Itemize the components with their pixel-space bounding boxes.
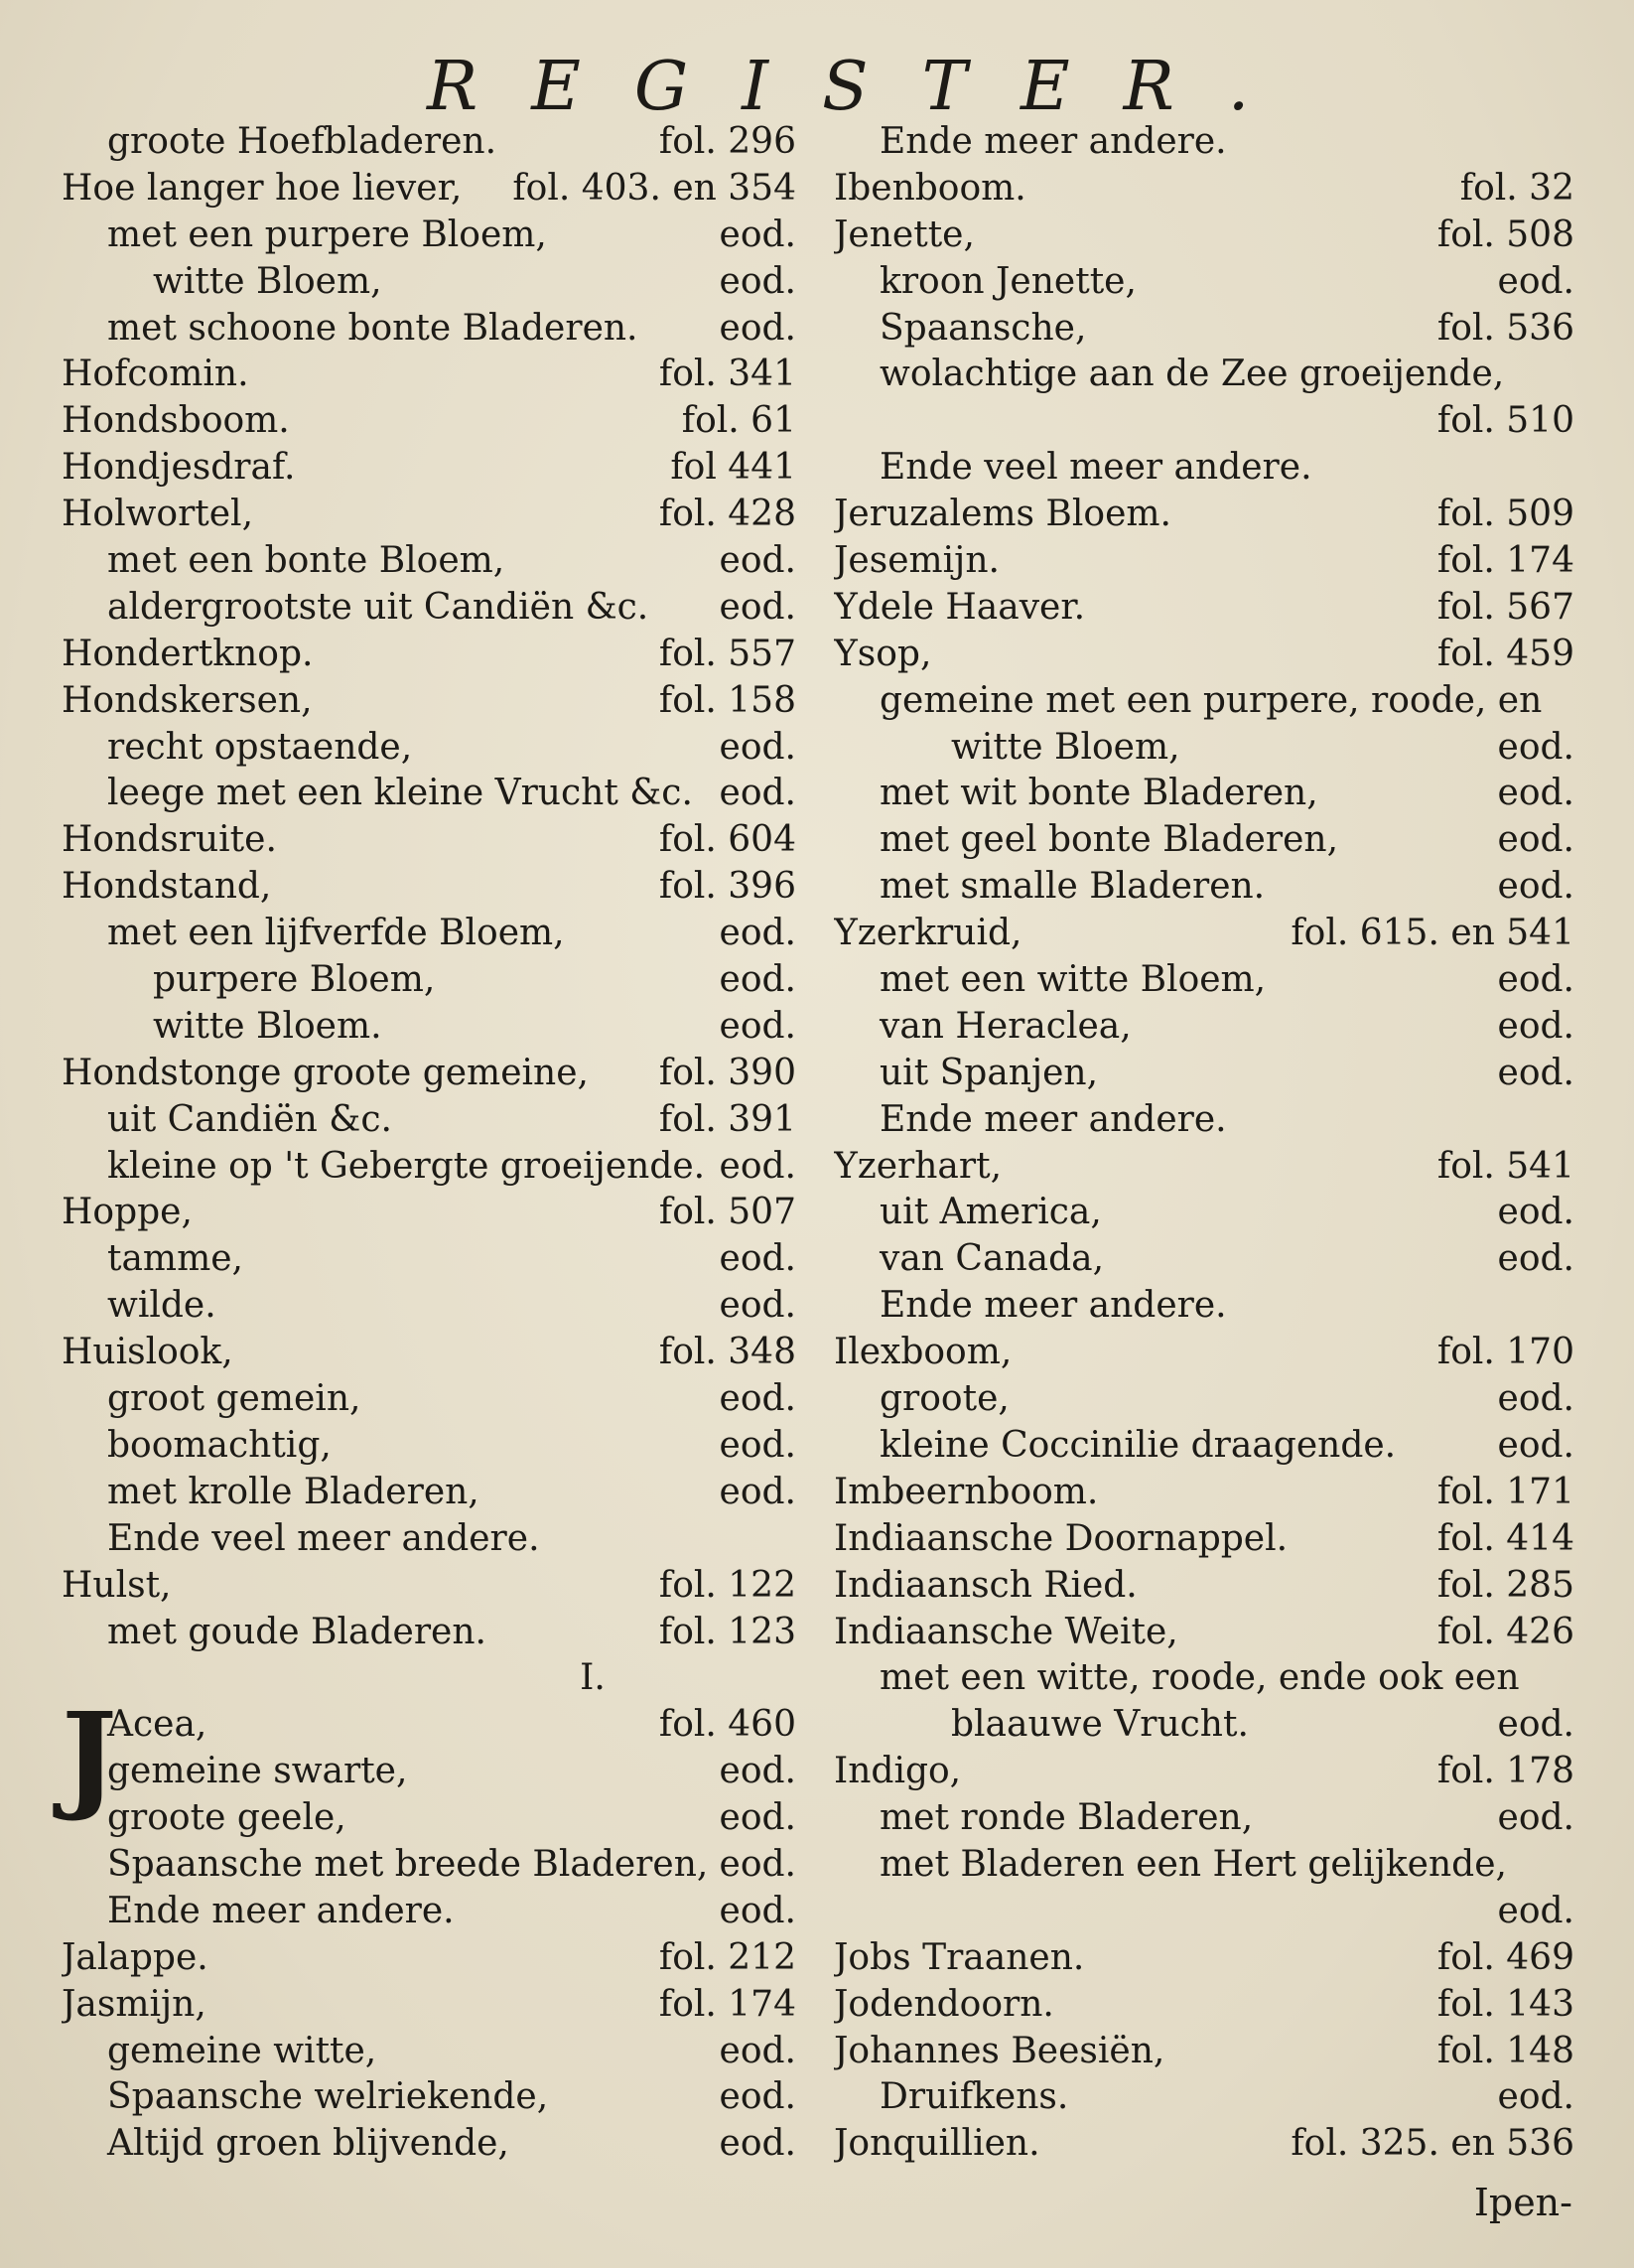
register-entry bbox=[834, 492, 1574, 538]
entry-folio: fol. 507 bbox=[658, 1192, 796, 1233]
register-entry bbox=[834, 1889, 1574, 1935]
register-entry bbox=[62, 678, 796, 725]
entry-folio: fol. 469 bbox=[1436, 1936, 1574, 1978]
register-entry bbox=[834, 771, 1574, 817]
page-title: REGISTER. bbox=[427, 48, 1303, 126]
entry-text: boomachtig, bbox=[107, 1424, 332, 1466]
register-entry bbox=[834, 1097, 1574, 1144]
entry-text: Spaansche welriekende, bbox=[107, 2076, 549, 2118]
register-entry bbox=[834, 678, 1574, 725]
entry-text: met goude Bladeren. bbox=[107, 1611, 486, 1652]
entry-text: kleine Coccinilie draagende. bbox=[880, 1424, 1397, 1466]
entry-text: wilde. bbox=[107, 1285, 216, 1327]
entry-text: leege met een kleine Vrucht &c. bbox=[107, 773, 693, 814]
register-entry bbox=[62, 352, 796, 398]
entry-folio: fol. 178 bbox=[1436, 1751, 1574, 1792]
register-entry bbox=[834, 817, 1574, 864]
entry-folio: eod. bbox=[719, 959, 796, 1001]
entry-folio: fol. 170 bbox=[1436, 1332, 1574, 1373]
entry-folio: eod. bbox=[1497, 1704, 1574, 1746]
register-entry bbox=[62, 817, 796, 864]
register-entry bbox=[62, 725, 796, 772]
initial-letter: J bbox=[62, 1686, 117, 1825]
entry-text: Hondstonge groote gemeine, bbox=[62, 1052, 589, 1093]
register-entry bbox=[834, 1470, 1574, 1516]
register-entry bbox=[834, 1655, 1574, 1702]
entry-text: met wit bonte Bladeren, bbox=[880, 773, 1318, 814]
entry-folio: eod. bbox=[719, 2123, 796, 2165]
entry-folio: fol. 428 bbox=[658, 494, 796, 535]
register-entry bbox=[62, 1423, 796, 1470]
entry-folio: eod. bbox=[719, 2030, 796, 2071]
entry-folio: eod. bbox=[719, 1797, 796, 1839]
register-entry bbox=[62, 306, 796, 353]
entry-text: met geel bonte Bladeren, bbox=[880, 819, 1339, 861]
register-entry bbox=[834, 1330, 1574, 1376]
entry-text: Hondstand, bbox=[62, 866, 272, 908]
entry-text: Ibenboom. bbox=[834, 167, 1026, 209]
entry-text: tamme, bbox=[107, 1238, 243, 1280]
entry-text: Jasmijn, bbox=[62, 1983, 206, 2025]
entry-text: witte Bloem. bbox=[153, 1005, 382, 1047]
entry-text: met schoone bonte Bladeren. bbox=[107, 307, 638, 349]
entry-folio: eod. bbox=[1497, 1005, 1574, 1047]
register-entry bbox=[62, 1610, 796, 1656]
entry-folio: eod. bbox=[1497, 726, 1574, 768]
entry-text: van Heraclea, bbox=[880, 1005, 1132, 1047]
entry-folio: fol. 61 bbox=[681, 400, 796, 442]
entry-folio: fol. 212 bbox=[658, 1936, 796, 1978]
entry-folio: eod. bbox=[719, 913, 796, 954]
entry-folio: eod. bbox=[1497, 1890, 1574, 1931]
entry-folio: eod. bbox=[719, 307, 796, 349]
entry-folio: fol. 396 bbox=[658, 866, 796, 908]
entry-folio: eod. bbox=[1497, 1797, 1574, 1839]
left-column bbox=[62, 119, 796, 2168]
entry-folio: eod. bbox=[1497, 819, 1574, 861]
entry-text: van Canada, bbox=[880, 1238, 1105, 1280]
entry-folio: eod. bbox=[1497, 1192, 1574, 1233]
entry-text: Altijd groen blijvende, bbox=[107, 2123, 509, 2165]
entry-folio: eod. bbox=[1497, 2076, 1574, 2118]
entry-text: Ende meer andere. bbox=[107, 1890, 455, 1931]
entry-folio: fol. 567 bbox=[1436, 586, 1574, 628]
entry-text: Ende meer andere. bbox=[880, 121, 1227, 162]
register-entry bbox=[834, 166, 1574, 213]
right-column bbox=[834, 119, 1574, 2168]
register-entry bbox=[62, 2121, 796, 2168]
register-entry bbox=[62, 119, 796, 166]
entry-text: Ende veel meer andere. bbox=[880, 447, 1312, 489]
register-entry bbox=[62, 1842, 796, 1889]
entry-folio: eod. bbox=[719, 1238, 796, 1280]
entry-folio: fol. 325. en 536 bbox=[1291, 2123, 1574, 2165]
entry-folio: eod. bbox=[1497, 773, 1574, 814]
register-entry bbox=[834, 1376, 1574, 1423]
entry-text: Indigo, bbox=[834, 1751, 962, 1792]
entry-text: I. bbox=[580, 1657, 606, 1699]
register-entry bbox=[62, 1004, 796, 1051]
entry-folio: fol. 426 bbox=[1436, 1611, 1574, 1652]
entry-text: wolachtige aan de Zee groeijende, bbox=[880, 354, 1505, 395]
entry-text: Hoe langer hoe liever, bbox=[62, 167, 463, 209]
entry-text: Hoppe, bbox=[62, 1192, 193, 1233]
register-entry bbox=[62, 771, 796, 817]
entry-text: gemeine witte, bbox=[107, 2030, 377, 2071]
entry-folio: fol. 296 bbox=[658, 121, 796, 162]
entry-folio: fol. 391 bbox=[658, 1098, 796, 1140]
register-entry bbox=[834, 585, 1574, 632]
register-entry bbox=[834, 538, 1574, 585]
register-entry bbox=[834, 2121, 1574, 2168]
entry-folio: eod. bbox=[1497, 1052, 1574, 1093]
entry-text: Johannes Beesiën, bbox=[834, 2030, 1165, 2071]
register-entry bbox=[62, 1889, 796, 1935]
entry-text: blaauwe Vrucht. bbox=[951, 1704, 1249, 1746]
register-entry bbox=[834, 864, 1574, 911]
entry-folio: fol. 341 bbox=[658, 354, 796, 395]
register-entry bbox=[62, 538, 796, 585]
register-entry bbox=[62, 445, 796, 492]
entry-text: purpere Bloem, bbox=[153, 959, 436, 1001]
register-entry bbox=[834, 119, 1574, 166]
register-entry bbox=[834, 1516, 1574, 1563]
register-entry bbox=[62, 1144, 796, 1191]
entry-text: Huislook, bbox=[62, 1332, 233, 1373]
entry-text: Spaansche met breede Bladeren, bbox=[107, 1843, 709, 1885]
register-entry bbox=[834, 1563, 1574, 1610]
entry-folio: fol. 604 bbox=[658, 819, 796, 861]
entry-folio: eod. bbox=[719, 1005, 796, 1047]
register-entry bbox=[62, 585, 796, 632]
register-entry bbox=[62, 166, 796, 213]
entry-text: Hondertknop. bbox=[62, 633, 314, 674]
entry-text: witte Bloem, bbox=[951, 726, 1180, 768]
entry-folio: eod. bbox=[719, 1890, 796, 1931]
entry-text: met smalle Bladeren. bbox=[880, 866, 1266, 908]
entry-text: Ydele Haaver. bbox=[834, 586, 1086, 628]
entry-text: gemeine met een purpere, roode, en bbox=[880, 679, 1543, 721]
entry-folio: fol. 390 bbox=[658, 1052, 796, 1093]
register-entry bbox=[834, 1702, 1574, 1749]
register-entry bbox=[834, 1842, 1574, 1889]
register-entry bbox=[62, 1935, 796, 1982]
entry-text: Hulst, bbox=[62, 1564, 172, 1606]
entry-text: met een bonte Bloem, bbox=[107, 540, 505, 582]
entry-text: Indiaansche Doornappel. bbox=[834, 1517, 1289, 1559]
register-entry bbox=[62, 1283, 796, 1330]
entry-text: aldergrootste uit Candiën &c. bbox=[107, 586, 649, 628]
entry-text: Imbeernboom. bbox=[834, 1471, 1099, 1512]
entry-text: met een witte Bloem, bbox=[880, 959, 1267, 1001]
entry-folio: eod. bbox=[719, 773, 796, 814]
register-entry bbox=[62, 1982, 796, 2029]
register-entry bbox=[62, 957, 796, 1004]
entry-text: kroon Jenette, bbox=[880, 260, 1137, 302]
entry-text: Holwortel, bbox=[62, 494, 254, 535]
entry-text: groote, bbox=[880, 1378, 1010, 1420]
entry-folio: eod. bbox=[719, 1145, 796, 1187]
entry-folio: fol 441 bbox=[670, 447, 796, 489]
register-entry bbox=[62, 492, 796, 538]
entry-folio: eod. bbox=[719, 213, 796, 255]
register-entry bbox=[834, 1004, 1574, 1051]
entry-folio: fol. 536 bbox=[1436, 307, 1574, 349]
entry-text: Hondjesdraf. bbox=[62, 447, 296, 489]
entry-text: groote Hoefbladeren. bbox=[107, 121, 497, 162]
entry-text: Jeruzalems Bloem. bbox=[834, 494, 1171, 535]
entry-text: recht opstaende, bbox=[107, 726, 413, 768]
register-entry bbox=[834, 2029, 1574, 2075]
entry-folio: fol. 509 bbox=[1436, 494, 1574, 535]
entry-text: groote geele, bbox=[107, 1797, 346, 1839]
register-entry bbox=[62, 1190, 796, 1236]
entry-text: Acea, bbox=[107, 1704, 207, 1746]
entry-text: Hondsruite. bbox=[62, 819, 277, 861]
register-entry bbox=[62, 1330, 796, 1376]
register-entry bbox=[834, 725, 1574, 772]
register-entry bbox=[834, 2074, 1574, 2121]
register-entry bbox=[62, 1376, 796, 1423]
entry-folio: eod. bbox=[719, 260, 796, 302]
register-entry bbox=[62, 2074, 796, 2121]
register-entry bbox=[62, 1051, 796, 1097]
register-entry bbox=[834, 957, 1574, 1004]
section-heading bbox=[62, 1655, 796, 1702]
register-entry bbox=[62, 911, 796, 957]
register-entry bbox=[62, 1516, 796, 1563]
register-entry bbox=[834, 1283, 1574, 1330]
entry-text: Jesemijn. bbox=[834, 540, 1000, 582]
register-entry bbox=[62, 259, 796, 306]
register-entry bbox=[834, 1236, 1574, 1283]
entry-folio: fol. 158 bbox=[658, 679, 796, 721]
entry-text: gemeine swarte, bbox=[107, 1751, 408, 1792]
register-entry bbox=[62, 1749, 796, 1795]
entry-folio: eod. bbox=[719, 1843, 796, 1885]
register-entry bbox=[834, 1935, 1574, 1982]
register-entry bbox=[834, 911, 1574, 957]
entry-folio: eod. bbox=[719, 1285, 796, 1327]
entry-text: Jobs Traanen. bbox=[834, 1936, 1085, 1978]
entry-folio: fol. 122 bbox=[658, 1564, 796, 1606]
entry-folio: fol. 557 bbox=[658, 633, 796, 674]
entry-folio: fol. 171 bbox=[1436, 1471, 1574, 1512]
register-entry bbox=[62, 1470, 796, 1516]
entry-text: met een lijfverfde Bloem, bbox=[107, 913, 565, 954]
entry-text: met Bladeren een Hert gelijkende, bbox=[880, 1843, 1507, 1885]
catchword: Ipen- bbox=[1473, 2181, 1572, 2224]
entry-text: kleine op 't Gebergte groeijende. bbox=[107, 1145, 706, 1187]
register-entry bbox=[62, 213, 796, 259]
entry-text: Indiaansche Weite, bbox=[834, 1611, 1178, 1652]
entry-folio: fol. 148 bbox=[1436, 2030, 1574, 2071]
entry-folio: eod. bbox=[719, 540, 796, 582]
register-entry bbox=[834, 306, 1574, 353]
entry-folio: fol. 32 bbox=[1459, 167, 1574, 209]
entry-folio: fol. 508 bbox=[1436, 213, 1574, 255]
entry-folio: fol. 414 bbox=[1436, 1517, 1574, 1559]
entry-text: Ende meer andere. bbox=[880, 1098, 1227, 1140]
entry-text: uit America, bbox=[880, 1192, 1102, 1233]
register-entry bbox=[834, 632, 1574, 678]
entry-folio: eod. bbox=[1497, 866, 1574, 908]
entry-text: met ronde Bladeren, bbox=[880, 1797, 1254, 1839]
entry-text: met krolle Bladeren, bbox=[107, 1471, 479, 1512]
entry-folio: eod. bbox=[719, 2076, 796, 2118]
entry-text: Spaansche, bbox=[880, 307, 1087, 349]
entry-text: Jodendoorn. bbox=[834, 1983, 1054, 2025]
register-entry bbox=[62, 864, 796, 911]
entry-text: Druifkens. bbox=[880, 2076, 1069, 2118]
entry-text: Ysop, bbox=[834, 633, 932, 674]
entry-folio: fol. 403. en 354 bbox=[512, 167, 796, 209]
entry-text: uit Spanjen, bbox=[880, 1052, 1099, 1093]
entry-text: Jonquillien. bbox=[834, 2123, 1040, 2165]
entry-folio: fol. 459 bbox=[1436, 633, 1574, 674]
register-entry bbox=[62, 1097, 796, 1144]
register-entry bbox=[62, 398, 796, 445]
register-entry bbox=[834, 1795, 1574, 1842]
entry-folio: fol. 348 bbox=[658, 1332, 796, 1373]
register-entry bbox=[834, 1051, 1574, 1097]
entry-text: Yzerhart, bbox=[834, 1145, 1003, 1187]
register-entry bbox=[834, 1749, 1574, 1795]
register-entry bbox=[834, 259, 1574, 306]
entry-folio: eod. bbox=[1497, 1378, 1574, 1420]
entry-folio: fol. 123 bbox=[658, 1611, 796, 1652]
register-entry bbox=[834, 1982, 1574, 2029]
entry-folio: eod. bbox=[719, 1424, 796, 1466]
entry-folio: fol. 541 bbox=[1436, 1145, 1574, 1187]
register-entry bbox=[834, 1190, 1574, 1236]
entry-folio: eod. bbox=[1497, 260, 1574, 302]
entry-folio: eod. bbox=[719, 1378, 796, 1420]
entry-text: groot gemein, bbox=[107, 1378, 361, 1420]
entry-text: Hofcomin. bbox=[62, 354, 249, 395]
entry-text: met een witte, roode, ende ook een bbox=[880, 1657, 1520, 1699]
entry-text: Indiaansch Ried. bbox=[834, 1564, 1138, 1606]
register-entry bbox=[834, 1423, 1574, 1470]
entry-text: met een purpere Bloem, bbox=[107, 213, 547, 255]
entry-folio: eod. bbox=[1497, 1238, 1574, 1280]
entry-text: Ende veel meer andere. bbox=[107, 1517, 540, 1559]
register-entry bbox=[62, 1236, 796, 1283]
register-entry bbox=[834, 398, 1574, 445]
entry-text: Jenette, bbox=[834, 213, 975, 255]
register-entry bbox=[62, 1795, 796, 1842]
register-entry bbox=[834, 213, 1574, 259]
entry-folio: fol. 174 bbox=[658, 1983, 796, 2025]
register-entry bbox=[834, 445, 1574, 492]
register-entry bbox=[834, 1144, 1574, 1191]
entry-folio: fol. 143 bbox=[1436, 1983, 1574, 2025]
register-entry bbox=[62, 2029, 796, 2075]
entry-folio: fol. 174 bbox=[1436, 540, 1574, 582]
entry-folio: eod. bbox=[1497, 959, 1574, 1001]
register-entry bbox=[834, 1610, 1574, 1656]
entry-text: Hondsboom. bbox=[62, 400, 290, 442]
entry-text: Ilexboom, bbox=[834, 1332, 1013, 1373]
register-entry bbox=[62, 1563, 796, 1610]
entry-text: Yzerkruid, bbox=[834, 913, 1022, 954]
register-entry bbox=[62, 632, 796, 678]
entry-text: Ende meer andere. bbox=[880, 1285, 1227, 1327]
entry-text: uit Candiën &c. bbox=[107, 1098, 392, 1140]
entry-text: witte Bloem, bbox=[153, 260, 382, 302]
entry-folio: eod. bbox=[719, 726, 796, 768]
entry-folio: eod. bbox=[719, 586, 796, 628]
entry-folio: fol. 510 bbox=[1436, 400, 1574, 442]
entry-text: Hondskersen, bbox=[62, 679, 313, 721]
entry-folio: fol. 615. en 541 bbox=[1291, 913, 1574, 954]
entry-folio: eod. bbox=[1497, 1424, 1574, 1466]
entry-text: Jalappe. bbox=[62, 1936, 208, 1978]
entry-folio: fol. 460 bbox=[658, 1704, 796, 1746]
register-entry bbox=[834, 352, 1574, 398]
entry-folio: eod. bbox=[719, 1751, 796, 1792]
entry-folio: eod. bbox=[719, 1471, 796, 1512]
entry-folio: fol. 285 bbox=[1436, 1564, 1574, 1606]
